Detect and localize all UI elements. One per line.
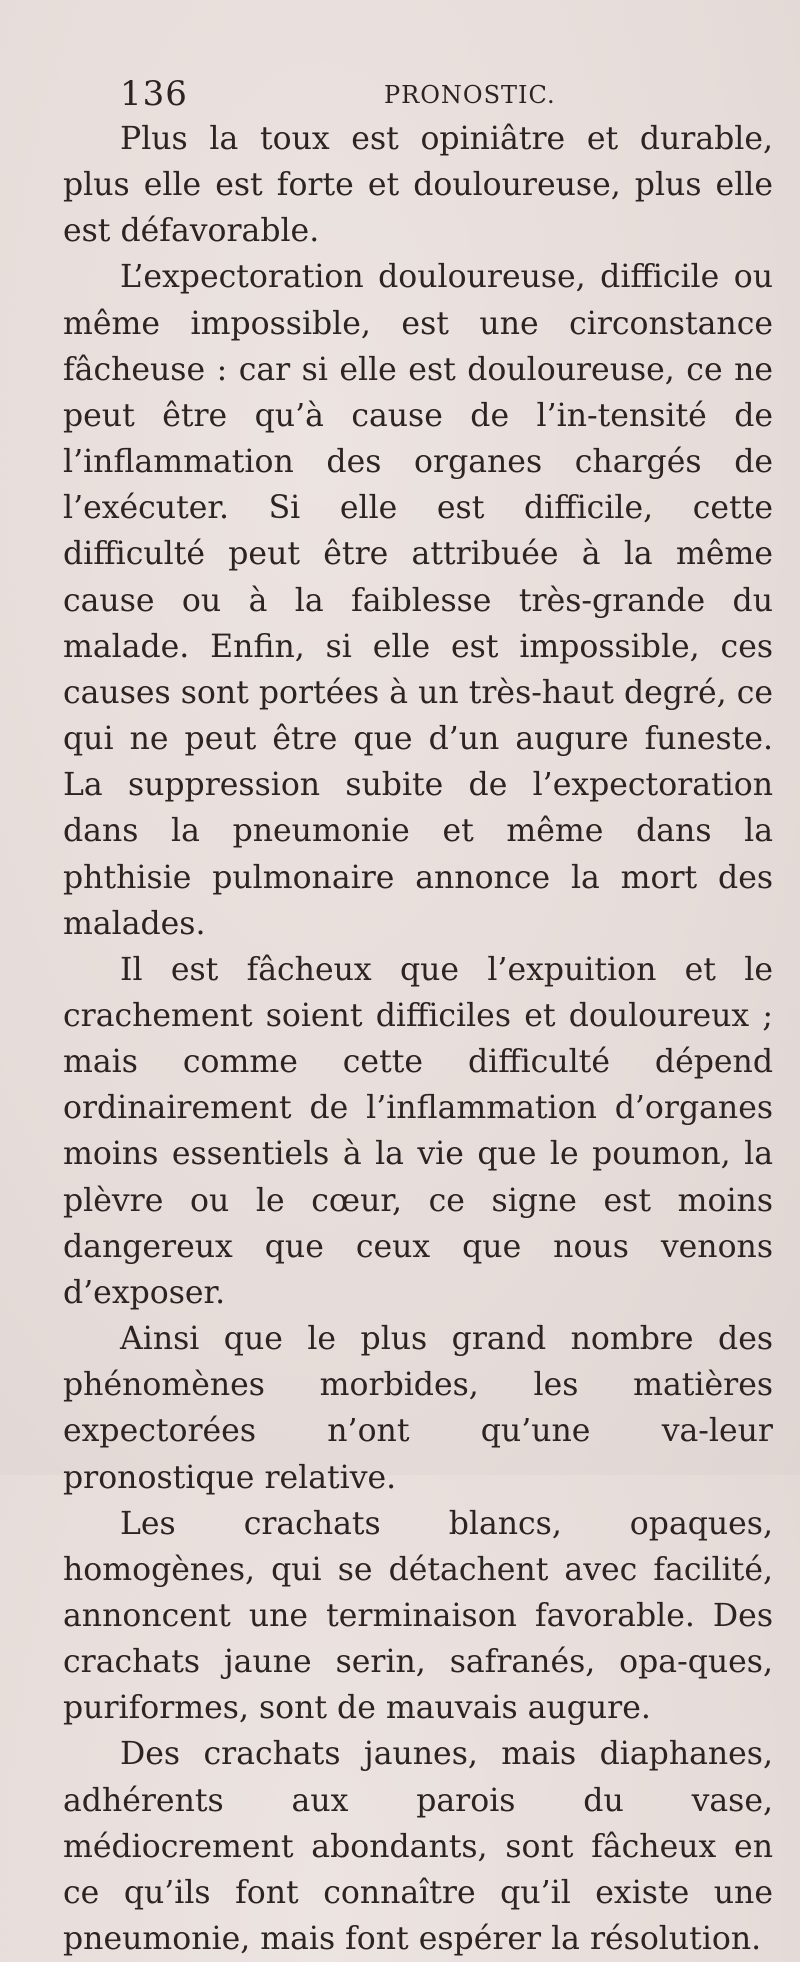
paragraph-expectoration: L’expectoration douloureuse, difficile ou même impossible, est une circonstance fâcheuse : car si elle est douloureuse, ce ne peut être qu’à cause de l’in-tensité de l’inflammation des organes chargés de l’exécuter. Si elle est difficile, cette difficulté peut être attribuée à la même cause ou à la faiblesse très-grande du malade. Enfin, si elle est impossible, ces causes sont portées à un très-haut degré, ce qui ne peut être que d’un augure funeste. La suppression subite de l’expectoration dans la pneumonie et même dans la phthisie pulmonaire annonce la mort des malades. [63,259,773,942]
paragraph-expuition: Il est fâcheux que l’expuition et le crachement soient difficiles et douloureux ; mais comme cette difficulté dépend ordinairement de l’inflammation d’organes moins essentiels à la vie que le poumon, la plèvre ou le cœur, ce signe est moins dangereux que ceux que nous venons d’exposer. [63,951,773,1311]
paragraph-crachats-jaunes: Des crachats jaunes, mais diaphanes, adhérents aux parois du vase, médiocrement abondants, sont fâcheux en ce qu’ils font connaître qu’il existe une pneumonie, mais font espérer la résolution. [63,1736,773,1958]
paragraph-toux: Plus la toux est opiniâtre et durable, plus elle est forte et douloureuse, plus elle est défavorable. [63,121,773,250]
page-number: 136 [120,74,188,114]
body-text [63,116,773,1962]
running-title: PRONOSTIC. [384,81,556,109]
paragraph-crachats-blancs: Les crachats blancs, opaques, homogènes, qui se détachent avec facilité, annoncent une terminaison favorable. Des crachats jaune serin, safranés, opa-ques, puriformes, sont de mauvais augure. [63,1505,773,1727]
paragraph-matieres-expectorees: Ainsi que le plus grand nombre des phénomènes morbides, les matières expectorées n’ont qu’une va-leur pronostique relative. [63,1321,773,1496]
running-head [120,74,780,114]
